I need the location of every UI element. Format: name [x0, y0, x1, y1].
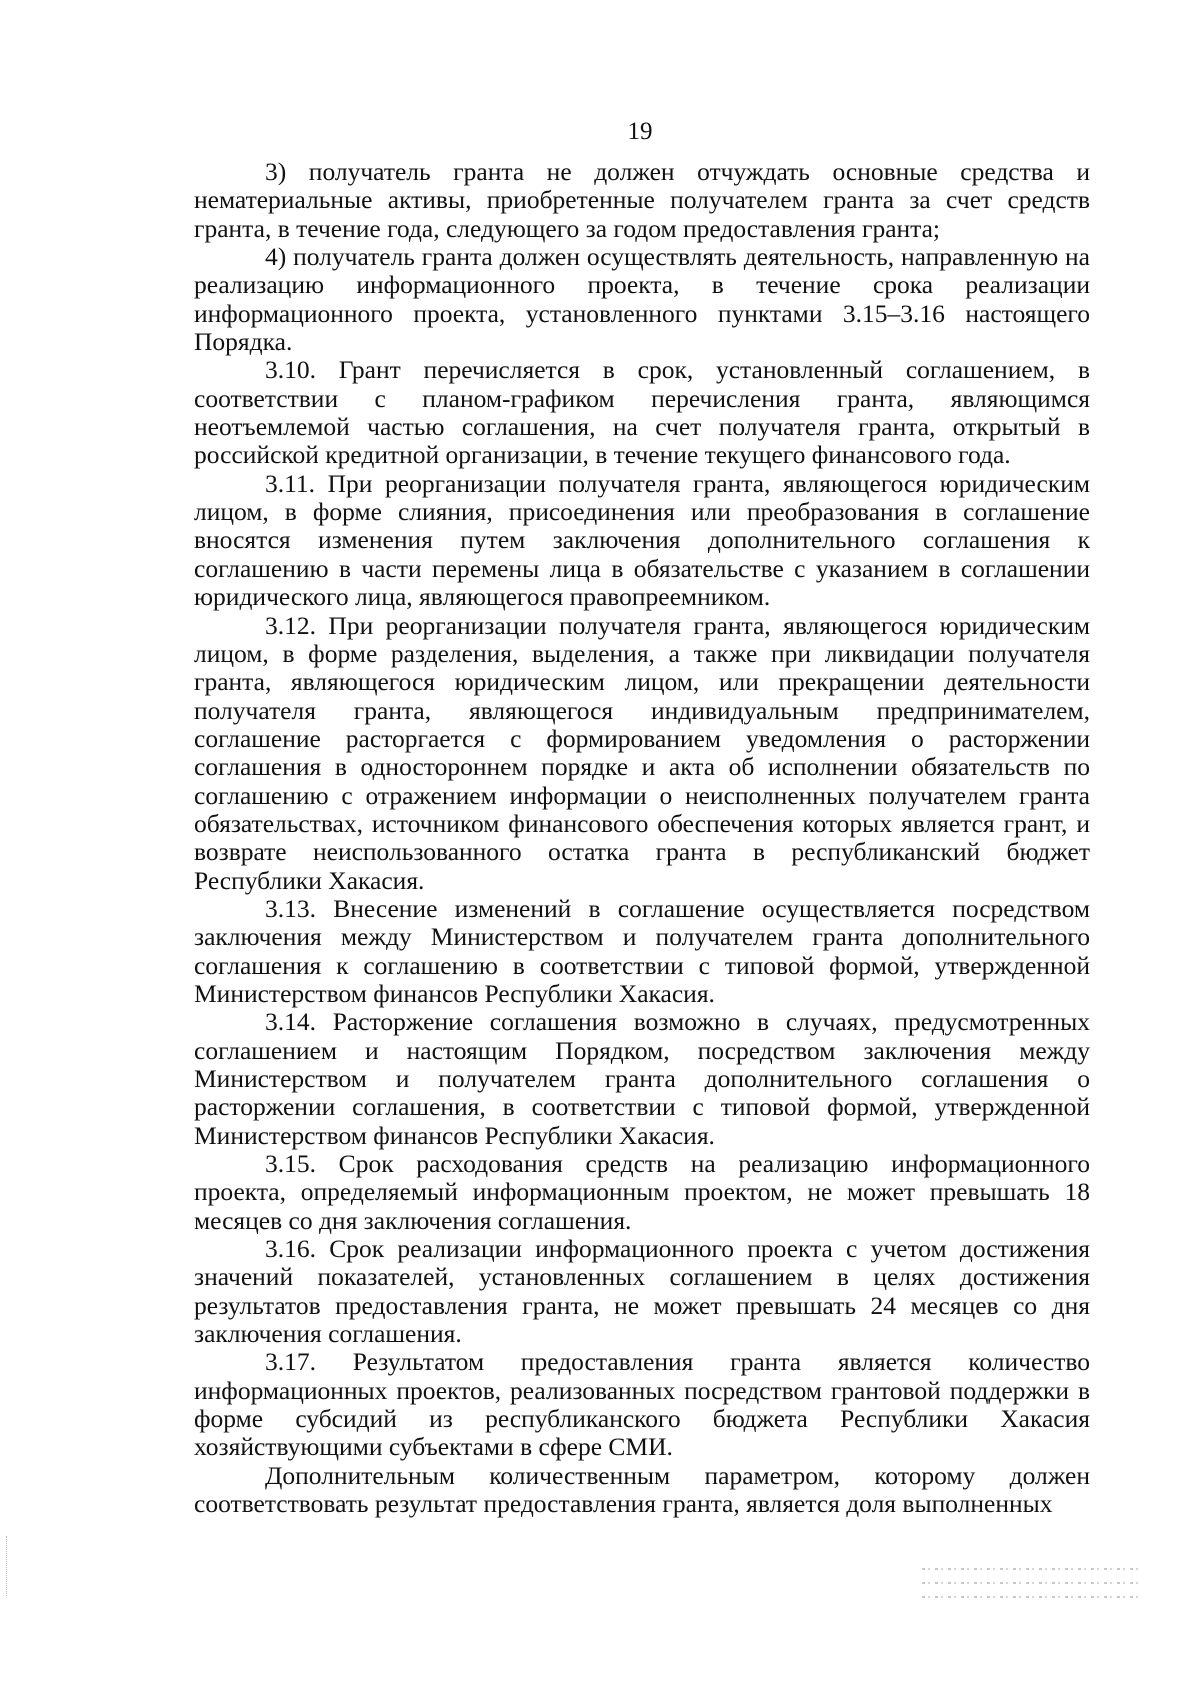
paragraph-3-14: 3.14. Расторжение соглашения возможно в случаях, предусмотренных соглашением и настоящим Порядком, посредством заключения между Министерством и получателем гранта дополнительного соглашения о расторжении соглашения, в соответствии с типовой формой, утвержденной Министерством финансов Республики Хакасия. — [194, 1007, 1090, 1150]
paragraph-3-15: 3.15. Срок расходования средств на реализацию информационного проекта, определяемый информационным проектом, не может превышать 18 месяцев со дня заключения соглашения. — [194, 1149, 1090, 1235]
paragraph-3-12: 3.12. При реорганизации получателя гранта, являющегося юридическим лицом, в форме разделения, выделения, а также при ликвидации получателя гранта, являющегося юридическим лицом, или прекращении деятельности получателя гранта, являющегося индивидуальным предпринимателем, соглашение расторгается с формированием уведомления о расторжении соглашения в одностороннем порядке и акта об исполнении обязательств по соглашению с отражением информации о неисполненных получателем гранта обязательствах, источником финансового обеспечения которых является грант, и возврате неиспользованного остатка гранта в республиканский бюджет Республики Хакасия. — [194, 610, 1090, 895]
scan-edge-artifact — [6, 1536, 19, 1596]
page-number: 19 — [627, 118, 653, 145]
paragraph-3-13: 3.13. Внесение изменений в соглашение осуществляется посредством заключения между Министерством и получателем гранта дополнительного соглашения к соглашению в соответствии с типовой формой, утвержденной Министерством финансов Республики Хакасия. — [194, 893, 1090, 1008]
paragraph-3-17: 3.17. Результатом предоставления гранта является количество информационных проектов, реализованных посредством грантовой поддержки в форме субсидий из республиканского бюджета Республики Хакасия хозяйствующими субъектами в сфере СМИ. — [194, 1347, 1090, 1462]
document-body — [194, 158, 1090, 1519]
paragraph-additional-parameter: Дополнительным количественным параметром, которому должен соответствовать результат предоставления гранта, является доля выполненных — [194, 1460, 1090, 1519]
paragraph-3-11: 3.11. При реорганизации получателя гранта, являющегося юридическим лицом, в форме слияния, присоединения или преобразования в соглашение вносятся изменения путем заключения дополнительного соглашения к соглашению в части перемены лица в обязательстве с указанием в соглашении юридического лица, являющегося правопреемником. — [194, 468, 1090, 612]
paragraph-item-3: 3) получатель гранта не должен отчуждать основные средства и нематериальные активы, приобретенные получателем гранта за счет средств гранта, в течение года, следующего за годом предоставления гранта; — [194, 157, 1090, 243]
paragraph-3-16: 3.16. Срок реализации информационного проекта с учетом достижения значений показателей, установленных соглашением в целях достижения результатов предоставления гранта, не может превышать 24 месяцев со дня заключения соглашения. — [194, 1234, 1090, 1349]
paragraph-item-4: 4) получатель гранта должен осуществлять деятельность, направленную на реализацию информационного проекта, в течение срока реализации информационного проекта, установленного пунктами 3.15–3.16 настоящего Порядка. — [194, 242, 1090, 357]
paragraph-3-10: 3.10. Грант перечисляется в срок, установленный соглашением, в соответствии с планом-графиком перечисления гранта, являющимся неотъемлемой частью соглашения, на счет получателя гранта, открытый в российской кредитной организации, в течение текущего финансового года. — [194, 355, 1090, 470]
scan-artifact — [922, 1568, 1142, 1638]
